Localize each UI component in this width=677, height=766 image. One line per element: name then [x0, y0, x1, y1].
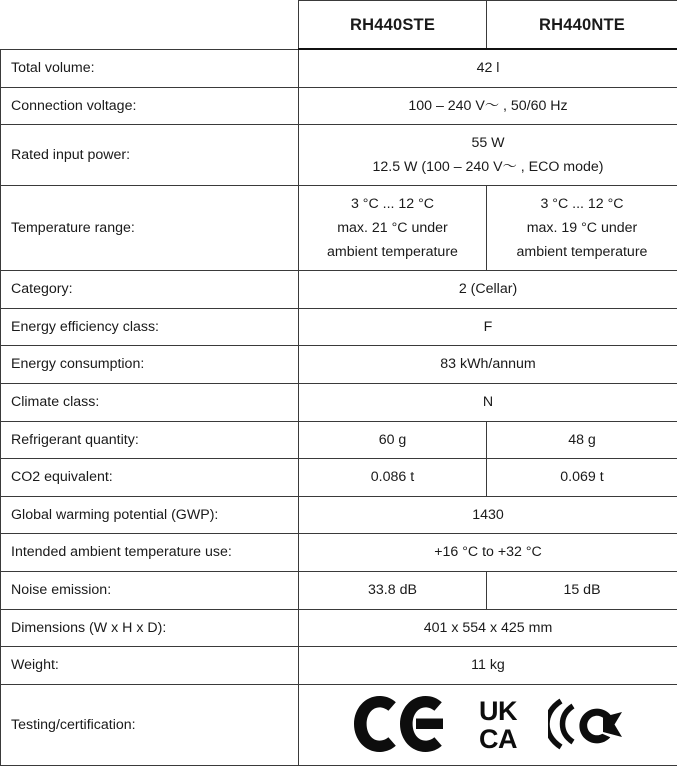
table-row	[1, 271, 677, 309]
table-row	[1, 383, 677, 421]
table-row	[1, 534, 677, 572]
row-label-testing-certification: Testing/certification:	[1, 684, 299, 765]
table-row	[1, 49, 677, 87]
row-label-weight: Weight:	[1, 647, 299, 685]
row-value-intended-ambient-temperature-use: +16 °C to +32 °C	[299, 534, 677, 572]
table-row	[1, 571, 677, 609]
table-row	[1, 87, 677, 125]
row-value-refrigerant-quantity-rh440nte: 48 g	[487, 421, 677, 459]
row-label-total-volume: Total volume:	[1, 49, 299, 87]
temp-range-a-line1: 3 °C ... 12 °C	[305, 194, 480, 215]
row-label-energy-consumption: Energy consumption:	[1, 346, 299, 384]
ce-mark-icon	[354, 695, 472, 753]
row-value-noise-emission-rh440nte: 15 dB	[487, 571, 677, 609]
column-header-rh440nte: RH440NTE	[487, 1, 677, 50]
row-label-dimensions: Dimensions (W x H x D):	[1, 609, 299, 647]
table-row	[1, 346, 677, 384]
row-label-noise-emission: Noise emission:	[1, 571, 299, 609]
row-label-category: Category:	[1, 271, 299, 309]
row-value-co2-equivalent-rh440ste: 0.086 t	[299, 459, 487, 497]
row-value-energy-consumption: 83 kWh/annum	[299, 346, 677, 384]
row-label-co2-equivalent: CO2 equivalent:	[1, 459, 299, 497]
table-body	[1, 49, 677, 765]
row-label-rated-input-power: Rated input power:	[1, 125, 299, 186]
certification-marks-group	[305, 689, 671, 759]
temp-range-b-line2: max. 19 °C under	[493, 218, 671, 239]
temp-range-b-line3: ambient temperature	[493, 242, 671, 263]
svg-text:UK: UK	[479, 696, 518, 726]
row-value-temperature-range-rh440ste	[299, 186, 487, 271]
row-value-dimensions: 401 x 554 x 425 mm	[299, 609, 677, 647]
row-value-weight: 11 kg	[299, 647, 677, 685]
row-value-category: 2 (Cellar)	[299, 271, 677, 309]
column-header-rh440ste: RH440STE	[299, 1, 487, 50]
table-row	[1, 647, 677, 685]
row-label-connection-voltage: Connection voltage:	[1, 87, 299, 125]
table-row	[1, 125, 677, 186]
temp-range-b-line1: 3 °C ... 12 °C	[493, 194, 671, 215]
row-value-co2-equivalent-rh440nte: 0.069 t	[487, 459, 677, 497]
row-value-testing-certification	[299, 684, 677, 765]
temp-range-a-line3: ambient temperature	[305, 242, 480, 263]
row-label-temperature-range: Temperature range:	[1, 186, 299, 271]
table-row	[1, 459, 677, 497]
row-value-gwp: 1430	[299, 496, 677, 534]
ukca-mark-icon	[478, 695, 542, 753]
table-header-row	[1, 1, 677, 50]
rated-power-eco: 12.5 W (100 – 240 V～ , ECO mode)	[305, 157, 671, 178]
row-label-energy-efficiency-class: Energy efficiency class:	[1, 308, 299, 346]
row-value-rated-input-power	[299, 125, 677, 186]
table-row	[1, 684, 677, 765]
row-value-climate-class: N	[299, 383, 677, 421]
row-value-total-volume: 42 l	[299, 49, 677, 87]
svg-text:CA: CA	[479, 724, 517, 753]
row-value-connection-voltage: 100 – 240 V～ , 50/60 Hz	[299, 87, 677, 125]
row-value-temperature-range-rh440nte	[487, 186, 677, 271]
row-label-intended-ambient-temperature-use: Intended ambient temperature use:	[1, 534, 299, 572]
row-label-climate-class: Climate class:	[1, 383, 299, 421]
table-row	[1, 496, 677, 534]
row-value-refrigerant-quantity-rh440ste: 60 g	[299, 421, 487, 459]
conformity-swoosh-mark-icon	[548, 695, 622, 753]
temp-range-a-line2: max. 21 °C under	[305, 218, 480, 239]
row-value-noise-emission-rh440ste: 33.8 dB	[299, 571, 487, 609]
table-row	[1, 308, 677, 346]
table-corner-cell	[1, 1, 299, 50]
row-label-refrigerant-quantity: Refrigerant quantity:	[1, 421, 299, 459]
row-value-energy-efficiency-class: F	[299, 308, 677, 346]
table-row	[1, 186, 677, 271]
rated-power-nominal: 55 W	[305, 133, 671, 154]
row-label-gwp: Global warming potential (GWP):	[1, 496, 299, 534]
table-row	[1, 609, 677, 647]
table-row	[1, 421, 677, 459]
